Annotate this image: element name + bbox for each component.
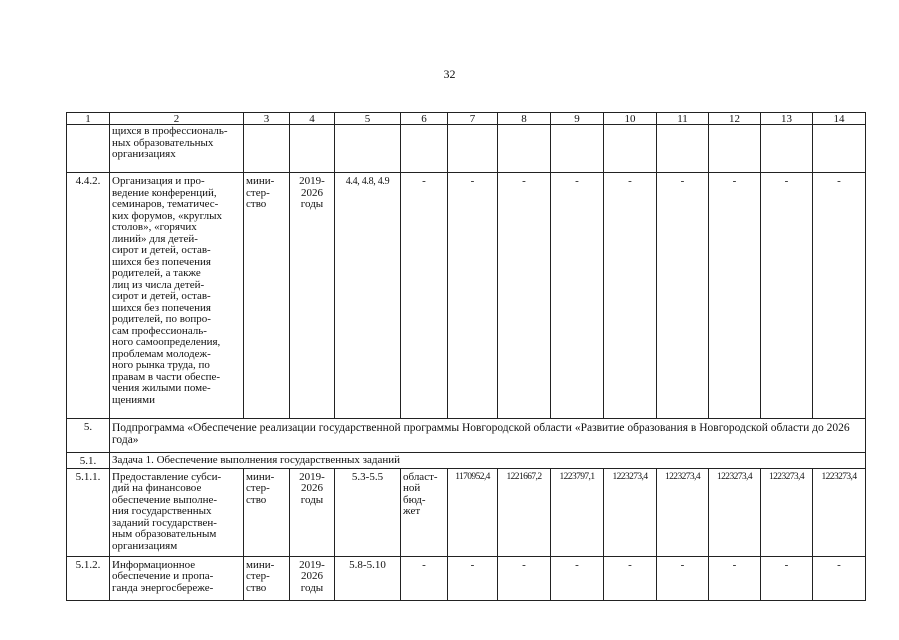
executor-cell: мини- стер- ство	[244, 468, 290, 556]
value-cell: -	[498, 173, 551, 419]
value-cell: -	[813, 556, 866, 600]
header-row	[67, 113, 866, 125]
table-row	[67, 556, 866, 600]
row-number: 5.1.2.	[67, 556, 110, 600]
value-cell: -	[401, 173, 448, 419]
targets-cell: 5.8-5.10	[335, 556, 401, 600]
header-cell: 6	[401, 113, 448, 125]
row-number: 5.1.	[67, 453, 110, 469]
row-number: 4.4.2.	[67, 173, 110, 419]
task-title: Задача 1. Обеспечение выполнения государственных заданий	[110, 453, 866, 469]
funding-source-cell: област- ной бюд- жет	[401, 468, 448, 556]
value-cell: -	[448, 173, 498, 419]
header-cell: 11	[657, 113, 709, 125]
program-table	[66, 112, 866, 601]
header-cell: 8	[498, 113, 551, 125]
targets-cell: 4.4, 4.8, 4.9	[335, 173, 401, 419]
header-cell: 4	[290, 113, 335, 125]
value-cell: -	[657, 173, 709, 419]
targets-cell: 5.3-5.5	[335, 468, 401, 556]
header-cell: 10	[604, 113, 657, 125]
header-cell: 5	[335, 113, 401, 125]
years-cell: 2019- 2026 годы	[290, 468, 335, 556]
page-number: 32	[443, 67, 456, 81]
row-description: Информационное обеспечение и пропа- ганда энергосбереже-	[110, 556, 244, 600]
value-cell: 1223797,1	[551, 468, 604, 556]
value-cell: -	[551, 173, 604, 419]
header-cell: 3	[244, 113, 290, 125]
row-description: щихся в профессиональ- ных образовательных организациях	[110, 125, 244, 173]
header-cell: 12	[709, 113, 761, 125]
value-cell: 1223273,4	[604, 468, 657, 556]
table-row	[67, 419, 866, 453]
value-cell: -	[551, 556, 604, 600]
header-cell: 14	[813, 113, 866, 125]
executor-cell: мини- стер- ство	[244, 173, 290, 419]
value-cell: 1223273,4	[657, 468, 709, 556]
value-cell: -	[709, 173, 761, 419]
value-cell: -	[761, 173, 813, 419]
table-row	[67, 125, 866, 173]
executor-cell: мини- стер- ство	[244, 556, 290, 600]
row-number: 5.	[67, 419, 110, 453]
row-number: 5.1.1.	[67, 468, 110, 556]
years-cell: 2019- 2026 годы	[290, 173, 335, 419]
value-cell: -	[401, 556, 448, 600]
header-cell: 9	[551, 113, 604, 125]
row-number	[67, 125, 110, 173]
table-row	[67, 468, 866, 556]
value-cell: -	[761, 556, 813, 600]
row-description: Предоставление субси- дий на финансовое обеспечение выполне- ния государственных заданий государствен- ным образовательным организациям	[110, 468, 244, 556]
years-cell: 2019- 2026 годы	[290, 556, 335, 600]
value-cell: 1170952,4	[448, 468, 498, 556]
header-cell: 13	[761, 113, 813, 125]
value-cell: -	[604, 173, 657, 419]
subprogram-title: Подпрограмма «Обеспечение реализации государственной программы Новгородской области «Развитие образования в Новгородской области до 2026 года»	[110, 419, 866, 453]
header-cell: 7	[448, 113, 498, 125]
value-cell: 1223273,4	[813, 468, 866, 556]
value-cell: 1221667,2	[498, 468, 551, 556]
value-cell: -	[657, 556, 709, 600]
table-row	[67, 453, 866, 469]
row-description: Организация и про- ведение конференций, семинаров, тематичес- ких форумов, «круглых столов», «горячих линий» для детей- сирот и детей, остав- шихся без попечения родителей, а также лиц из числа детей- сирот и детей, остав- шихся без попечения родителей, по вопро- сам профессиональ- ного самоопределения, проблемам молодеж- ного рынка труда, по правам в части обеспе- чения жилыми поме- щениями	[110, 173, 244, 419]
value-cell: 1223273,4	[761, 468, 813, 556]
value-cell: -	[448, 556, 498, 600]
header-cell: 2	[110, 113, 244, 125]
value-cell: -	[709, 556, 761, 600]
value-cell: -	[498, 556, 551, 600]
value-cell: -	[813, 173, 866, 419]
header-cell: 1	[67, 113, 110, 125]
table-row	[67, 173, 866, 419]
value-cell: -	[604, 556, 657, 600]
value-cell: 1223273,4	[709, 468, 761, 556]
